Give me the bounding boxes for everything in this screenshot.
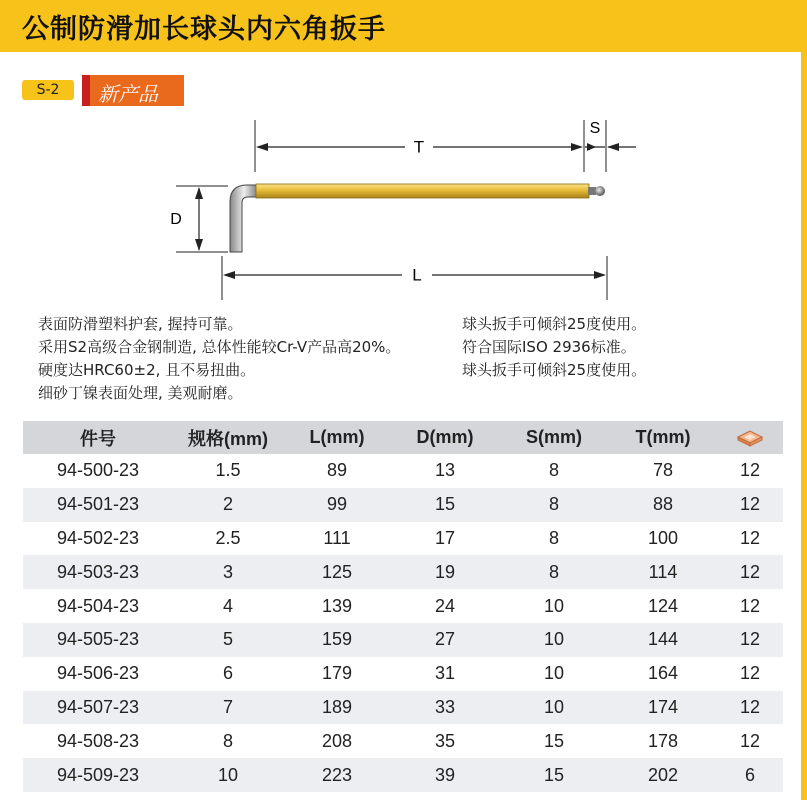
table-row [23,724,783,758]
cell-part-no: 94-507-23 [56,696,140,717]
cell-size: 8 [222,730,233,751]
label-l: L [412,265,422,285]
cell-d-value: 35 [434,730,456,751]
features-right [462,313,646,382]
cell-t-value: 78 [652,460,674,481]
cell-l-value: 89 [326,460,348,481]
cell-t-value: 124 [647,595,679,616]
label-d: D [170,211,182,229]
cell-size: 5 [222,629,233,650]
page-title: 公制防滑加长球头内六角扳手 [22,14,386,45]
cell-pack-qty: 12 [739,629,761,650]
feature-line: 表面防滑塑料护套, 握持可靠。 [38,315,243,333]
cell-d-value: 19 [434,561,456,582]
cell-d-value: 31 [434,663,456,684]
table-row [23,488,783,522]
header-l: L(mm) [309,427,365,447]
header-s: S(mm) [525,427,582,447]
cell-l-value: 159 [321,629,353,650]
cell-s-value: 10 [543,629,565,650]
cell-part-no: 94-500-23 [56,460,140,481]
cell-t-value: 174 [647,696,679,717]
cell-t-value: 88 [652,494,674,515]
cell-t-value: 144 [647,629,679,650]
cell-part-no: 94-505-23 [56,629,140,650]
header-size: 规格(mm) [188,428,268,449]
table-header [23,421,783,454]
feature-line: 采用S2高级合金钢制造, 总体性能较Cr-V产品高20%。 [38,338,401,356]
dimension-s [585,120,636,172]
table-row [23,454,783,488]
cell-part-no: 94-509-23 [56,764,140,785]
cell-part-no: 94-506-23 [56,663,140,684]
cell-l-value: 139 [321,595,353,616]
cell-s-value: 8 [548,527,559,548]
cell-t-value: 114 [648,561,678,582]
cell-l-value: 223 [321,764,353,785]
cell-part-no: 94-501-23 [56,494,140,515]
new-product-badge [82,75,184,106]
cell-part-no: 94-502-23 [56,527,140,548]
cell-part-no: 94-504-23 [56,595,140,616]
cell-d-value: 27 [434,629,456,650]
table-body [23,454,783,792]
cell-s-value: 15 [543,730,565,751]
cell-pack-qty: 12 [739,696,761,717]
wrench-diagram [0,110,700,305]
hex-key-wrench [230,184,605,252]
cell-size: 3 [222,561,233,582]
feature-line: 球头扳手可倾斜25度使用。 [462,315,647,333]
dimension-d [170,186,228,252]
cell-l-value: 125 [321,561,353,582]
cell-s-value: 10 [543,696,565,717]
cell-pack-qty: 12 [739,527,761,548]
cell-size: 7 [222,696,233,717]
table-row [23,522,783,556]
features-left [38,313,400,405]
cell-s-value: 10 [543,663,565,684]
cell-t-value: 178 [647,730,679,751]
cell-l-value: 208 [321,730,353,751]
cell-s-value: 15 [543,764,565,785]
header-bar [0,0,807,52]
new-product-label: 新产品 [98,82,158,106]
table-row [23,657,783,691]
cell-pack-qty: 12 [739,561,761,582]
cell-pack-qty: 6 [744,764,755,785]
cell-part-no: 94-508-23 [56,730,140,751]
spec-table [23,421,783,792]
cell-t-value: 100 [647,527,679,548]
dimension-t [255,120,584,172]
cell-d-value: 13 [434,460,456,481]
cell-size: 2 [222,494,233,515]
cell-pack-qty: 12 [739,494,761,515]
cell-d-value: 15 [434,494,456,515]
cell-pack-qty: 12 [739,595,761,616]
header-part-no: 件号 [80,428,116,449]
cell-size: 1.5 [215,460,241,481]
cell-size: 6 [222,663,233,684]
cell-part-no: 94-503-23 [56,561,140,582]
feature-line: 球头扳手可倾斜25度使用。 [462,361,647,379]
side-border [801,52,807,800]
dimension-l [222,256,607,300]
label-t: T [413,137,425,157]
cell-s-value: 8 [548,494,559,515]
cell-l-value: 111 [323,527,351,548]
cell-pack-qty: 12 [739,460,761,481]
cell-d-value: 17 [434,527,456,548]
cell-t-value: 164 [647,663,679,684]
cell-l-value: 189 [321,696,353,717]
cell-t-value: 202 [647,764,679,785]
header-pack [717,427,783,448]
cell-l-value: 179 [321,663,353,684]
feature-line: 硬度达HRC60±2, 且不易扭曲。 [38,361,256,379]
cell-pack-qty: 12 [739,663,761,684]
table-row [23,589,783,623]
table-row [23,623,783,657]
sku-badge: S-2 [22,80,74,100]
cell-d-value: 39 [434,764,456,785]
cell-d-value: 24 [434,595,456,616]
cell-pack-qty: 12 [739,730,761,751]
badge-accent-bar [82,75,90,106]
cell-size: 4 [222,595,233,616]
feature-line: 细砂丁镍表面处理, 美观耐磨。 [38,384,243,402]
cell-s-value: 8 [548,561,559,582]
header-d: D(mm) [416,427,474,447]
table-row [23,691,783,725]
box-icon [736,429,764,447]
cell-size: 10 [217,764,239,785]
cell-s-value: 10 [543,595,565,616]
cell-s-value: 8 [548,460,559,481]
feature-line: 符合国际ISO 2936标准。 [462,338,636,356]
cell-l-value: 99 [326,494,348,515]
table-row [23,758,783,792]
cell-d-value: 33 [434,696,456,717]
label-s: S [589,120,601,138]
cell-size: 2.5 [215,527,241,548]
header-t: T(mm) [635,427,691,447]
table-row [23,555,783,589]
